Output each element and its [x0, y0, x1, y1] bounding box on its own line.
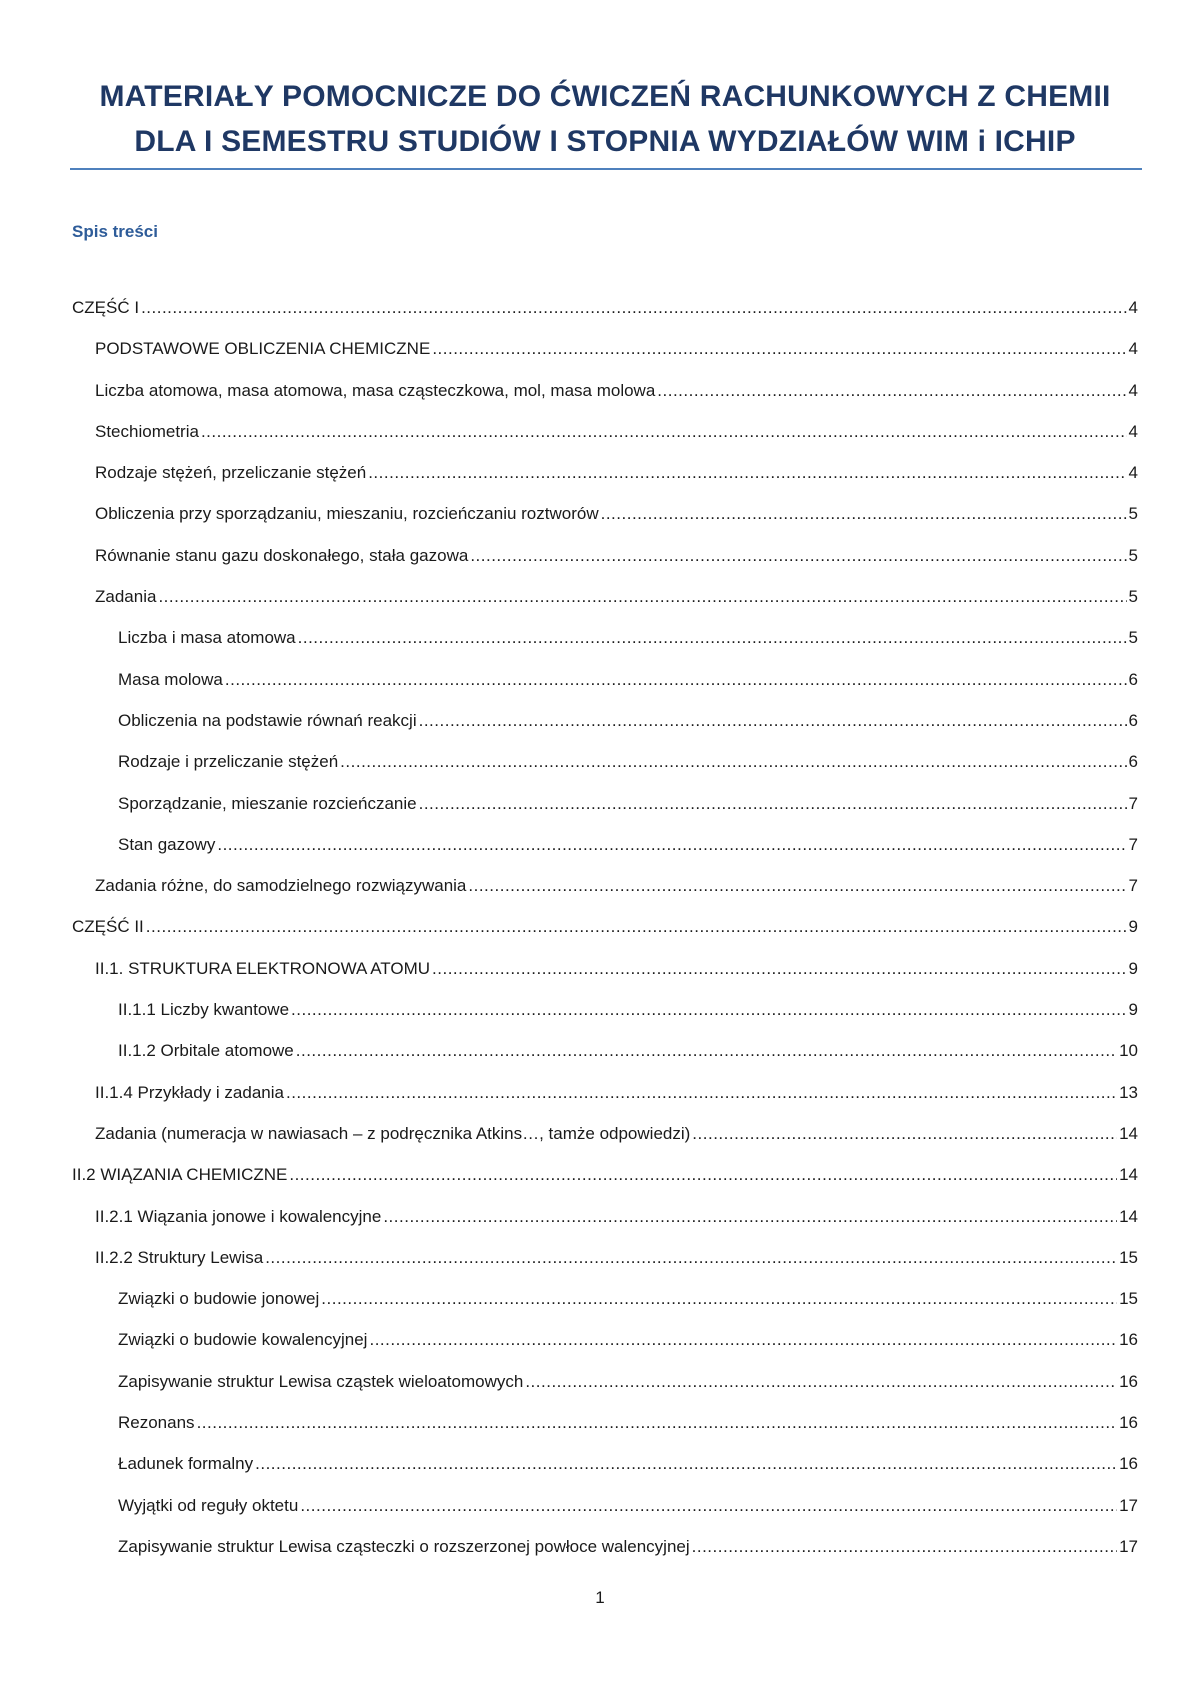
toc-entry-label[interactable]: Zapisywanie struktur Lewisa cząsteczki o rozszerzonej powłoce walencyjnej [118, 1536, 690, 1556]
toc-entry-label[interactable]: PODSTAWOWE OBLICZENIA CHEMICZNE [95, 339, 431, 359]
toc-entry-label[interactable]: II.1.4 Przykłady i zadania [95, 1082, 284, 1102]
toc-dot-leader [265, 1248, 1117, 1268]
toc-entry-label[interactable]: Liczba atomowa, masa atomowa, masa cząsteczkowa, mol, masa molowa [95, 380, 656, 400]
toc-entry-label[interactable]: Liczba i masa atomowa [118, 628, 296, 648]
toc-entry[interactable] [72, 381, 1138, 422]
toc-entry-label[interactable]: Zadania (numeracja w nawiasach – z podręcznika Atkins…, tamże odpowiedzi) [95, 1123, 691, 1143]
toc-entry-label[interactable]: Zadania różne, do samodzielnego rozwiązywania [95, 876, 467, 896]
toc-dot-leader [225, 670, 1127, 690]
toc-dot-leader [468, 876, 1126, 896]
toc-entry-label[interactable]: Ładunek formalny [118, 1454, 254, 1474]
toc-entry-label[interactable]: Zadania [95, 587, 157, 607]
toc-entry-label[interactable]: Rodzaje i przeliczanie stężeń [118, 752, 339, 772]
toc-entry-page[interactable]: 14 [1119, 1165, 1138, 1185]
toc-dot-leader [197, 1413, 1118, 1433]
toc-entry-page[interactable]: 4 [1128, 463, 1138, 483]
toc-entry[interactable] [72, 1372, 1138, 1413]
toc-entry[interactable] [72, 1124, 1138, 1165]
toc-entry-label[interactable]: Obliczenia przy sporządzaniu, mieszaniu, rozcieńczaniu roztworów [95, 504, 599, 524]
toc-entry-page[interactable]: 16 [1119, 1371, 1138, 1391]
toc-dot-leader [383, 1207, 1117, 1227]
toc-entry[interactable] [72, 1289, 1138, 1330]
toc-dot-leader [432, 339, 1126, 359]
title-line-1: MATERIAŁY POMOCNICZE DO ĆWICZEŃ RACHUNKOWYCH Z CHEMII [99, 80, 1111, 113]
toc-entry-page[interactable]: 4 [1128, 421, 1138, 441]
toc-dot-leader [657, 381, 1126, 401]
toc-entry-page[interactable]: 6 [1128, 752, 1138, 772]
toc-entry[interactable] [72, 752, 1138, 793]
toc-entry[interactable] [72, 1207, 1138, 1248]
toc-entry-page[interactable]: 9 [1128, 917, 1138, 937]
toc-entry-page[interactable]: 6 [1128, 669, 1138, 689]
toc-entry-label[interactable]: Rezonans [118, 1413, 195, 1433]
toc-entry-label[interactable]: II.1.1 Liczby kwantowe [118, 1000, 290, 1020]
toc-dot-leader [141, 298, 1126, 318]
toc-entry[interactable] [72, 835, 1138, 876]
toc-entry[interactable] [72, 628, 1138, 669]
toc-entry-label[interactable]: II.2 WIĄZANIA CHEMICZNE [72, 1165, 288, 1185]
toc-entry-label[interactable]: Stan gazowy [118, 834, 216, 854]
toc-entry-label[interactable]: Związki o budowie kowalencyjnej [118, 1330, 368, 1350]
toc-entry-label[interactable]: II.1.2 Orbitale atomowe [118, 1041, 294, 1061]
toc-entry[interactable] [72, 1000, 1138, 1041]
toc-entry-label[interactable]: Rodzaje stężeń, przeliczanie stężeń [95, 463, 367, 483]
toc-dot-leader [368, 463, 1126, 483]
toc-entry-page[interactable]: 9 [1128, 958, 1138, 978]
toc-dot-leader [601, 504, 1127, 524]
toc-entry-page[interactable]: 16 [1119, 1413, 1138, 1433]
toc-entry[interactable] [72, 422, 1138, 463]
toc-dot-leader [289, 1165, 1117, 1185]
toc-entry-label[interactable]: II.2.2 Struktury Lewisa [95, 1247, 264, 1267]
toc-entry-page[interactable]: 16 [1119, 1454, 1138, 1474]
toc-entry[interactable] [72, 1537, 1138, 1578]
toc-dot-leader [286, 1083, 1117, 1103]
toc-entry-page[interactable]: 10 [1119, 1041, 1138, 1061]
toc-entry[interactable] [72, 959, 1138, 1000]
toc-entry[interactable] [72, 1041, 1138, 1082]
toc-dot-leader [419, 711, 1127, 731]
toc-heading: Spis treści [72, 222, 158, 241]
toc-entry-label[interactable]: II.2.1 Wiązania jonowe i kowalencyjne [95, 1206, 382, 1226]
toc-dot-leader [146, 917, 1127, 937]
toc-entry[interactable] [72, 339, 1138, 380]
toc-entry[interactable] [72, 794, 1138, 835]
toc-entry-label[interactable]: Zapisywanie struktur Lewisa cząstek wieloatomowych [118, 1371, 524, 1391]
toc-entry[interactable] [72, 1496, 1138, 1537]
toc-entry-page[interactable]: 17 [1119, 1495, 1138, 1515]
toc-entry-label[interactable]: CZĘŚĆ I [72, 298, 140, 317]
toc-entry[interactable] [72, 1330, 1138, 1371]
toc-dot-leader [217, 835, 1126, 855]
toc-entry-page[interactable]: 5 [1128, 545, 1138, 565]
toc-entry-label[interactable]: II.1. STRUKTURA ELEKTRONOWA ATOMU [95, 958, 431, 978]
toc-entry[interactable] [72, 546, 1138, 587]
toc-entry[interactable] [72, 1248, 1138, 1289]
toc-entry-label[interactable]: Związki o budowie jonowej [118, 1289, 320, 1309]
toc-entry-page[interactable]: 9 [1128, 1000, 1138, 1020]
toc-dot-leader [291, 1000, 1127, 1020]
toc-dot-leader [296, 1041, 1117, 1061]
toc-entry-page[interactable]: 13 [1119, 1082, 1138, 1102]
toc-dot-leader [525, 1372, 1117, 1392]
toc-entry-label[interactable]: Równanie stanu gazu doskonałego, stała gazowa [95, 545, 469, 565]
toc-entry-label[interactable]: Stechiometria [95, 421, 199, 441]
toc-entry-label[interactable]: Sporządzanie, mieszanie rozcieńczanie [118, 793, 417, 813]
toc-entry-page[interactable]: 6 [1128, 710, 1138, 730]
toc-entry-page[interactable]: 4 [1128, 380, 1138, 400]
toc-entry-page[interactable]: 15 [1119, 1289, 1138, 1309]
toc-entry-page[interactable]: 5 [1128, 587, 1138, 607]
toc-entry-label[interactable]: Obliczenia na podstawie równań reakcji [118, 710, 417, 730]
toc-entry[interactable] [72, 1413, 1138, 1454]
title-underline-rule [70, 168, 1142, 170]
toc-entry[interactable] [72, 463, 1138, 504]
toc-dot-leader [158, 587, 1126, 607]
toc-entry[interactable] [72, 1083, 1138, 1124]
toc-entry[interactable] [72, 711, 1138, 752]
toc-entry-page[interactable]: 14 [1119, 1206, 1138, 1226]
title-line-2: DLA I SEMESTRU STUDIÓW I STOPNIA WYDZIAŁÓW WIM i ICHIP [134, 125, 1076, 158]
toc-entry-page[interactable]: 17 [1119, 1536, 1138, 1556]
toc-entry[interactable] [72, 504, 1138, 545]
toc-entry-label[interactable]: Wyjątki od reguły oktetu [118, 1495, 299, 1515]
toc-entry[interactable] [72, 876, 1138, 917]
toc-entry-page[interactable]: 7 [1128, 876, 1138, 896]
toc-entry-page[interactable]: 4 [1128, 298, 1138, 317]
toc-dot-leader [255, 1454, 1117, 1474]
toc-dot-leader [300, 1496, 1117, 1516]
toc-entry[interactable] [72, 587, 1138, 628]
toc-dot-leader [419, 794, 1127, 814]
toc-dot-leader [692, 1537, 1117, 1557]
toc-entry[interactable] [72, 917, 1138, 958]
toc-entry-page[interactable]: 16 [1119, 1330, 1138, 1350]
toc-entry-page[interactable]: 7 [1128, 793, 1138, 813]
toc-entry-label[interactable]: CZĘŚĆ II [72, 917, 144, 937]
document-title [70, 74, 1140, 164]
toc-entry[interactable] [72, 670, 1138, 711]
toc-dot-leader [340, 752, 1126, 772]
toc-entry-page[interactable]: 5 [1128, 628, 1138, 648]
toc-dot-leader [321, 1289, 1117, 1309]
toc-entry-page[interactable]: 15 [1119, 1247, 1138, 1267]
table-of-contents [72, 298, 1138, 1578]
toc-dot-leader [470, 546, 1126, 566]
toc-entry[interactable] [72, 1454, 1138, 1495]
toc-entry-page[interactable]: 4 [1128, 339, 1138, 359]
toc-dot-leader [201, 422, 1127, 442]
toc-entry[interactable] [72, 298, 1138, 339]
toc-dot-leader [298, 628, 1127, 648]
toc-dot-leader [692, 1124, 1117, 1144]
toc-dot-leader [432, 959, 1127, 979]
toc-entry-label[interactable]: Masa molowa [118, 669, 223, 689]
toc-dot-leader [369, 1330, 1117, 1350]
toc-entry-page[interactable]: 7 [1128, 834, 1138, 854]
toc-entry[interactable] [72, 1165, 1138, 1206]
toc-entry-page[interactable]: 14 [1119, 1123, 1138, 1143]
page-number: 1 [595, 1588, 605, 1607]
toc-entry-page[interactable]: 5 [1128, 504, 1138, 524]
